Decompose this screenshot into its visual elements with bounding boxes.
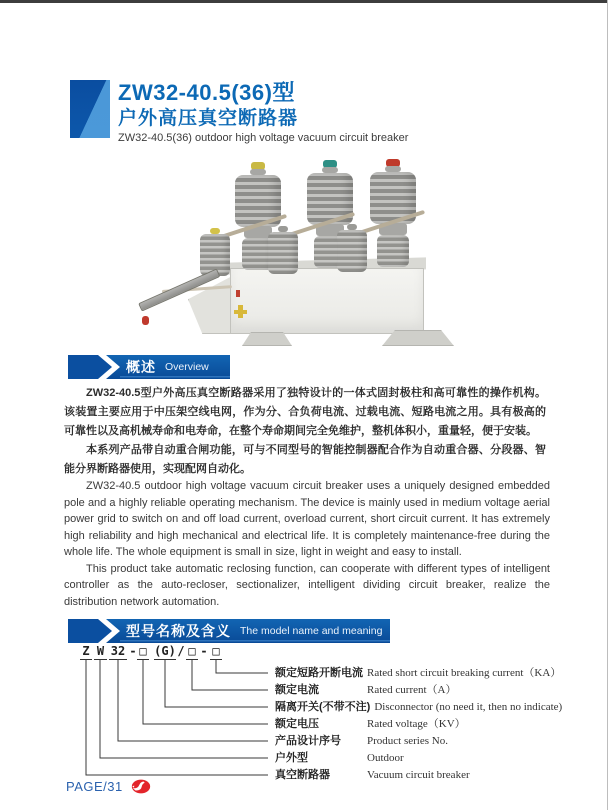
product-name-en: ZW32-40.5(36) outdoor high voltage vacuum circuit breaker: [118, 132, 409, 144]
label-en: Rated short circuit breaking current（KA）: [367, 667, 562, 679]
label-zh: 隔离开关(不带不注): [275, 701, 371, 713]
phase-c-column: [377, 235, 409, 267]
model-label-row: [275, 682, 457, 698]
label-zh: 户外型: [275, 752, 308, 764]
model-label-row: [275, 699, 562, 715]
model-token-g: (G): [154, 644, 176, 658]
overview-heading-en: Overview: [165, 361, 209, 373]
model-label-row: [275, 716, 466, 732]
model-token-box2: □: [186, 645, 198, 660]
product-model-title: ZW32-40.5(36)型: [118, 80, 295, 105]
model-heading-zh: 型号名称及含义: [126, 623, 231, 639]
model-designation-diagram: [80, 644, 563, 785]
model-token-32: 32: [110, 644, 126, 658]
product-photo: [130, 158, 495, 356]
footer-logo-icon: [131, 779, 151, 794]
front-c-insulator: [337, 230, 367, 272]
tank-fitting-red: [236, 290, 240, 297]
product-name-zh: 户外高压真空断路器: [118, 108, 299, 129]
label-zh: 额定电压: [275, 718, 319, 730]
overview-section-banner: [68, 355, 230, 379]
label-en: Rated voltage（KV）: [367, 718, 466, 730]
lever-tip: [142, 316, 149, 325]
overview-heading-zh: 概述: [126, 359, 156, 375]
label-zh: 额定短路开断电流: [275, 667, 363, 679]
model-token-z: Z: [80, 645, 92, 660]
page-footer: [66, 779, 151, 794]
overview-text-zh: [64, 384, 546, 479]
page-number: PAGE/31: [66, 779, 123, 794]
model-token-w: W: [94, 645, 107, 660]
model-token-slash: /: [177, 644, 185, 658]
label-zh: 产品设计序号: [275, 735, 341, 747]
brand-logo-icon: [70, 80, 110, 138]
zh-paragraph-2: 本系列产品带自动重合闸功能，可与不同型号的智能控制器配合作为自动重合器、分段器、智能分界断路器使用，实现配网自动化。: [64, 444, 546, 475]
en-paragraph-1: ZW32-40.5 outdoor high voltage vacuum circuit breaker uses a uniquely designed embedded pole and a highly reliable operating mechanism. The device is mainly used in medium voltage aerial power grid to switch on and off load current, overload current, short circuit current. It has extremely high reliability and high mechanical and electrical life. It is completely maintenance-free during the whole life. The whole equipment is small in size, light in weight and easy to install.: [64, 480, 550, 558]
label-en: Outdoor: [367, 752, 404, 764]
tank-front: [230, 268, 424, 334]
model-token-dash2: -: [200, 644, 208, 658]
tank-fitting-valve-bar: [234, 310, 247, 314]
model-label-row: [275, 750, 404, 766]
en-paragraph-2: This product take automatic reclosing function, can cooperate with different types of intelligent controller as the auto-recloser, sectionalizer, intelligent dividing circuit breaker, realize the distribution network automation.: [64, 562, 550, 608]
zh-paragraph-1: ZW32-40.5型户外高压真空断路器采用了独特设计的一体式固封极柱和高可靠性的操作机构。该装置主要应用于中压架空线电网，作为分、合负荷电流、过载电流、短路电流之用。具有极高的可靠性以及高机械寿命和电寿命，在整个寿命期间完全免维护，整机体积小，重量轻，便于安装。: [64, 387, 546, 437]
model-token-box1: □: [137, 645, 149, 660]
model-heading-en: The model name and meaning: [240, 625, 383, 637]
label-en: Disconnector (no need it, then no indicate): [374, 701, 563, 713]
model-label-row: [275, 665, 561, 681]
page-top-border: [0, 0, 608, 3]
model-section-banner: [68, 619, 390, 643]
model-token-dash1: -: [129, 644, 137, 658]
model-token-box3: □: [210, 645, 222, 660]
model-label-row: [275, 733, 448, 749]
label-zh: 真空断路器: [275, 769, 330, 781]
mounting-foot-left: [242, 332, 292, 346]
model-label-row: [275, 767, 470, 783]
front-b-insulator: [268, 232, 298, 274]
overview-text-en: [64, 478, 550, 610]
label-en: Product series No.: [367, 735, 448, 747]
label-zh: 额定电流: [275, 684, 319, 696]
label-en: Rated current（A）: [367, 684, 457, 696]
label-en: Vacuum circuit breaker: [367, 769, 470, 781]
